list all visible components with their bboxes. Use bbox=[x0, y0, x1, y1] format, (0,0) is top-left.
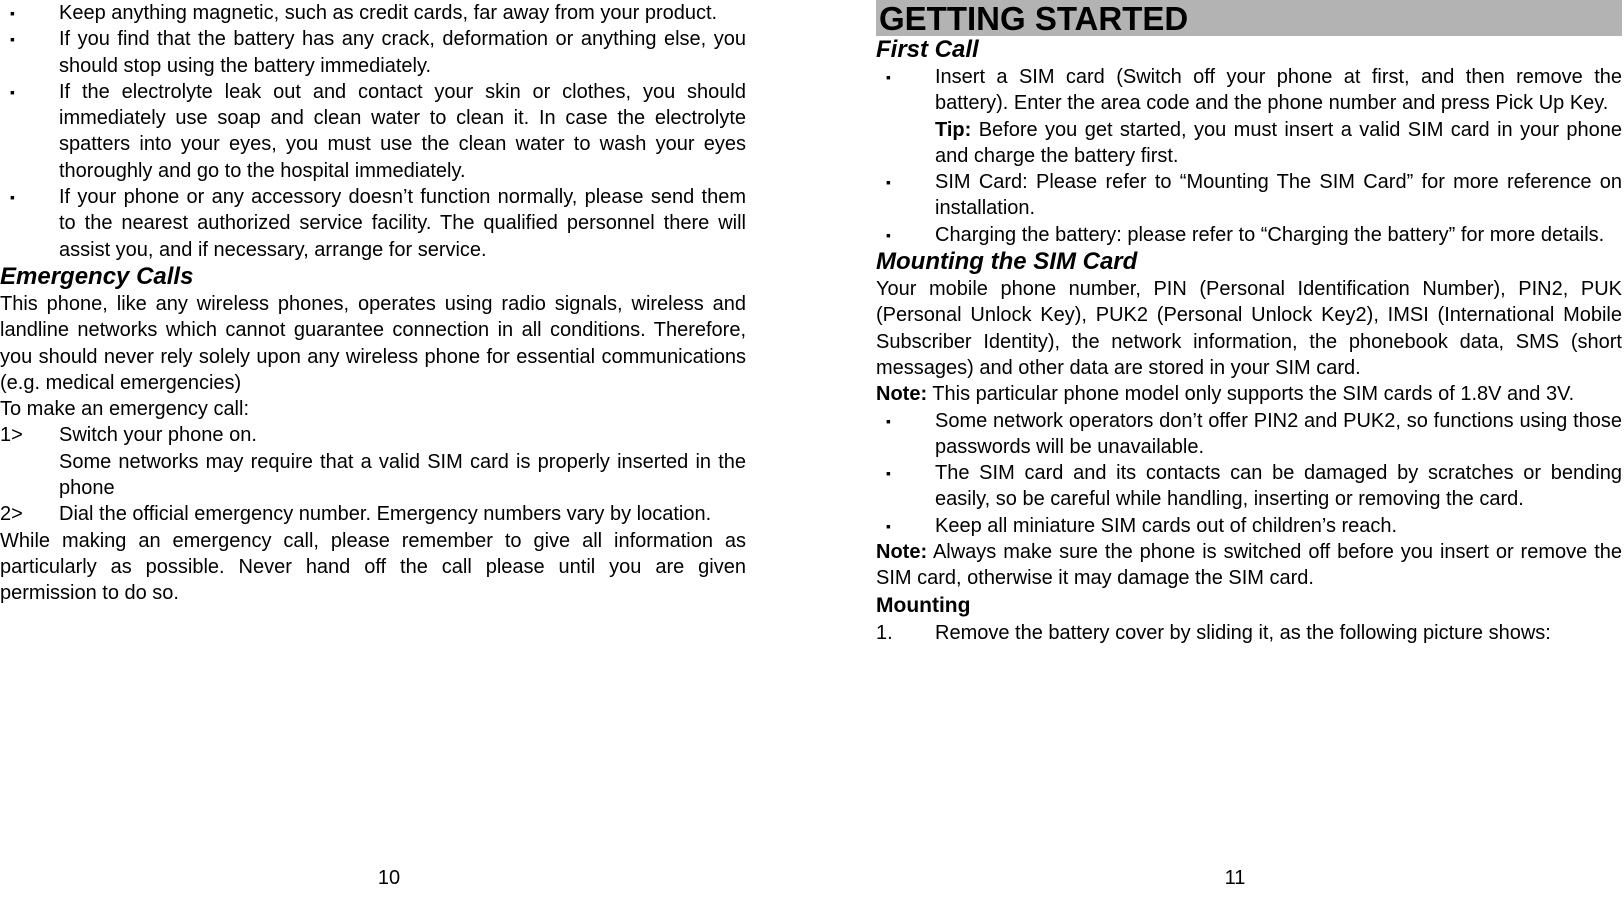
first-call-heading: First Call bbox=[876, 36, 979, 63]
note-label: Note: bbox=[876, 383, 928, 406]
step-number: 1> bbox=[0, 424, 23, 447]
note-text: This particular phone model only supports the SIM cards of 1.8V and 3V. bbox=[927, 383, 1575, 406]
step-text: Dial the official emergency number. Emergency numbers vary by location. bbox=[59, 503, 712, 526]
bullet-charging: ▪ Charging the battery: please refer to “Charging the battery” for more details. bbox=[876, 222, 1622, 248]
step-number: 1. bbox=[876, 621, 893, 644]
step-text: Remove the battery cover by sliding it, as the following picture shows: bbox=[935, 621, 1551, 644]
step-extra: Some networks may require that a valid SIM card is properly inserted in the phone bbox=[59, 450, 746, 500]
mounting-paragraph: Your mobile phone number, PIN (Personal Identification Number), PIN2, PUK (Personal Unlock Key), PUK2 (Personal Unlock Key2), IMSI (International Mobile Subscriber Identity), the network information, the phonebook data, SMS (short messages) and other data are stored in your SIM card. bbox=[876, 278, 1622, 379]
mounting-sim-heading: Mounting the SIM Card bbox=[876, 248, 1138, 276]
tip-paragraph bbox=[876, 117, 1622, 170]
tip-label: Tip: bbox=[935, 118, 972, 141]
bullet-sim-card: ▪ SIM Card: Please refer to “Mounting The SIM Card” for more reference on installation. bbox=[876, 169, 1622, 222]
right-page bbox=[876, 0, 1622, 646]
note-label: Note: bbox=[876, 541, 928, 564]
note-text: Always make sure the phone is switched off before you insert or remove the SIM card, otherwise it may damage the SIM card. bbox=[876, 541, 1622, 590]
bullet-pin2-puk2: ▪ Some network operators don’t offer PIN2 and PUK2, so functions using those passwords will be unavailable. bbox=[876, 408, 1622, 461]
note-switch-off bbox=[876, 539, 1622, 592]
emergency-calls-heading: Emergency Calls bbox=[0, 262, 194, 290]
emergency-step-1 bbox=[0, 422, 746, 501]
emergency-paragraph: This phone, like any wireless phones, operates using radio signals, wireless and landline networks which cannot guarantee connection in all conditions. Therefore, you should never rely solely upon any wireless phone for essential communications (e.g. medical emergencies) bbox=[0, 292, 746, 394]
bullet-children: ▪ Keep all miniature SIM cards out of children’s reach. bbox=[876, 513, 1622, 539]
mount-step-1 bbox=[876, 620, 1622, 646]
step-text: Switch your phone on. bbox=[59, 424, 257, 447]
note-voltage bbox=[876, 381, 1622, 407]
bullet-insert-sim: ▪ Insert a SIM card (Switch off your phone at first, and then remove the battery). Enter the area code and the phone number and press Pick Up Key. bbox=[876, 64, 1622, 117]
getting-started-banner: GETTING STARTED bbox=[876, 0, 1622, 36]
step-number: 2> bbox=[0, 503, 23, 526]
page-number-right: 11 bbox=[1224, 867, 1246, 889]
bullet-battery-crack: ▪ If you find that the battery has any crack, deformation or anything else, you should stop using the battery immediately. bbox=[0, 26, 746, 79]
bullet-service: ▪ If your phone or any accessory doesn’t function normally, please send them to the nearest authorized service facility. The qualified personnel there will assist you, and if necessary, arrange for service. bbox=[0, 184, 746, 263]
bullet-electrolyte: ▪ If the electrolyte leak out and contact your skin or clothes, you should immediately use soap and clean water to clean it. In case the electrolyte spatters into your eyes, you must use the clean water to wash your eyes thoroughly and go to the hospital immediately. bbox=[0, 79, 746, 184]
bullet-sim-damage: ▪ The SIM card and its contacts can be damaged by scratches or bending easily, so be careful while handling, inserting or removing the card. bbox=[876, 460, 1622, 513]
tip-text: Before you get started, you must insert a valid SIM card in your phone and charge the battery first. bbox=[935, 118, 1622, 167]
mounting-subheading: Mounting bbox=[876, 593, 971, 617]
emergency-step-2 bbox=[0, 501, 746, 527]
page-number-left: 10 bbox=[377, 867, 401, 889]
left-page bbox=[0, 0, 746, 607]
emergency-closing: While making an emergency call, please remember to give all information as particularly as possible. Never hand off the call please until you are given permission to do so. bbox=[0, 529, 746, 605]
bullet-magnetic: ▪ Keep anything magnetic, such as credit cards, far away from your product. bbox=[0, 0, 746, 26]
emergency-how-to: To make an emergency call: bbox=[0, 398, 250, 421]
